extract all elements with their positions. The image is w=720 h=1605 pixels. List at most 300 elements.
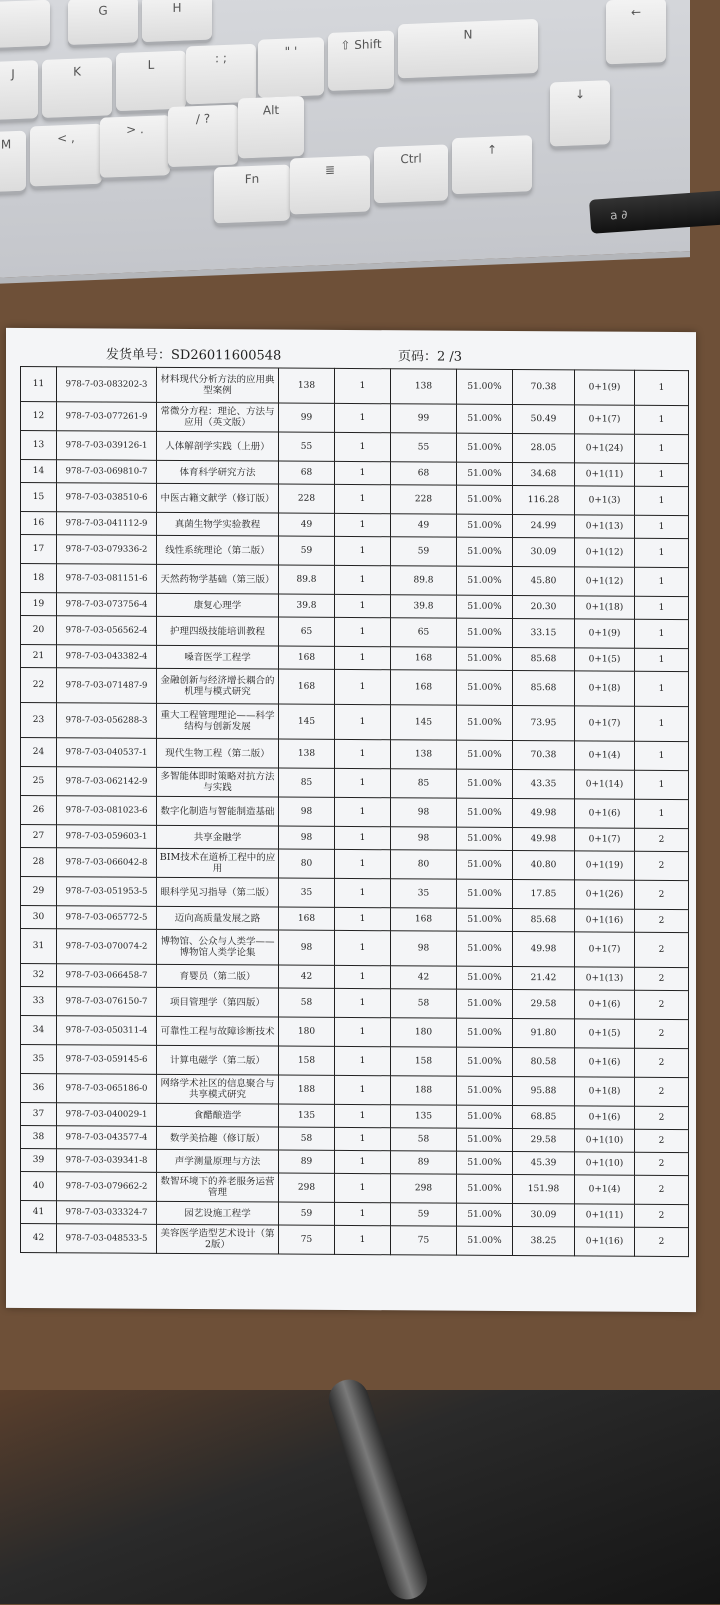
cell-isbn: 978-7-03-076150-7 (57, 987, 157, 1017)
cell-title: 共享金融学 (157, 825, 279, 849)
cell-amount: 39.8 (391, 595, 457, 618)
cell-discount: 51.00% (457, 369, 513, 404)
cell-net: 29.58 (513, 1128, 575, 1151)
cell-qty: 1 (335, 849, 391, 878)
cell-qty: 1 (335, 965, 391, 988)
cell-title: 食醋酿造学 (157, 1103, 279, 1127)
cell-discount: 51.00% (457, 850, 513, 879)
cell-title: 人体解剖学实践（上册） (157, 431, 279, 461)
cell-title: BIM技术在道桥工程中的应用 (157, 848, 279, 878)
cell-code: 0+1(14) (575, 770, 635, 799)
order-number-line (106, 344, 281, 364)
keyboard-key: Fn (214, 164, 290, 223)
cell-amount: 68 (391, 462, 457, 485)
table-row (21, 766, 689, 799)
cell-discount: 51.00% (457, 1047, 513, 1076)
cell-price: 168 (279, 669, 335, 704)
cell-net: 30.09 (513, 537, 575, 566)
cell-amount: 58 (391, 989, 457, 1018)
cell-title: 迈向高质量发展之路 (157, 906, 279, 930)
cell-no: 21 (21, 644, 57, 667)
cell-amount: 98 (391, 931, 457, 966)
cell-qty: 1 (335, 1017, 391, 1046)
cell-qty: 1 (335, 1127, 391, 1150)
cell-discount: 51.00% (457, 1076, 513, 1105)
cell-box: 1 (635, 596, 689, 619)
cell-title: 重大工程管理理论——科学结构与创新发展 (157, 703, 279, 739)
cell-code: 0+1(7) (575, 932, 635, 967)
cell-price: 85 (279, 768, 335, 797)
cell-amount: 168 (391, 670, 457, 705)
cell-no: 27 (21, 824, 57, 847)
cell-amount: 158 (391, 1047, 457, 1076)
cell-no: 16 (21, 511, 57, 534)
cell-title: 数学美拾趣（修订版） (157, 1126, 279, 1150)
cell-isbn: 978-7-03-077261-9 (57, 402, 157, 432)
cell-amount: 138 (391, 740, 457, 769)
shipping-document (6, 328, 696, 1312)
cell-code: 0+1(3) (575, 486, 635, 515)
table-row (21, 847, 689, 880)
cell-net: 85.68 (513, 908, 575, 931)
cell-net: 80.58 (513, 1047, 575, 1076)
cell-price: 35 (279, 878, 335, 907)
cell-net: 21.42 (513, 966, 575, 989)
cell-qty: 1 (335, 617, 391, 646)
cell-price: 135 (279, 1104, 335, 1127)
cell-net: 50.49 (513, 404, 575, 433)
keyboard (0, 0, 690, 284)
table-row (21, 1073, 689, 1106)
cell-code: 0+1(7) (575, 706, 635, 741)
page-label: 页码： (398, 349, 438, 365)
cell-net: 24.99 (513, 514, 575, 537)
cell-price: 138 (279, 368, 335, 403)
cell-discount: 51.00% (457, 537, 513, 566)
cell-code: 0+1(8) (575, 671, 635, 706)
cell-price: 55 (279, 432, 335, 461)
cell-price: 59 (279, 1202, 335, 1225)
cell-no: 11 (21, 366, 57, 401)
cell-no: 15 (21, 482, 57, 511)
cell-amount: 85 (391, 769, 457, 798)
cell-discount: 51.00% (457, 740, 513, 769)
table-row (21, 928, 689, 967)
cell-isbn: 978-7-03-083202-3 (57, 367, 157, 403)
cell-code: 0+1(6) (575, 990, 635, 1019)
cell-box: 2 (635, 990, 689, 1019)
cell-amount: 59 (391, 537, 457, 566)
cell-price: 49 (279, 513, 335, 536)
cell-qty: 1 (335, 826, 391, 849)
cell-box: 2 (635, 851, 689, 880)
cell-price: 58 (279, 988, 335, 1017)
table-row (21, 482, 689, 515)
cell-price: 180 (279, 1017, 335, 1046)
cell-net: 30.09 (513, 1203, 575, 1226)
cell-qty: 1 (335, 1104, 391, 1127)
keyboard-key: Alt (238, 96, 304, 159)
cell-qty: 1 (335, 1225, 391, 1254)
cell-title: 数字化制造与智能制造基础 (157, 796, 279, 826)
cell-box: 1 (635, 515, 689, 538)
cell-no: 29 (21, 876, 57, 905)
cell-isbn: 978-7-03-071487-9 (57, 668, 157, 704)
cell-title: 美容医学造型艺术设计（第2版） (157, 1224, 279, 1254)
cell-net: 38.25 (513, 1226, 575, 1255)
cell-qty: 1 (335, 1150, 391, 1173)
cell-title: 中医古籍文献学（修订版） (157, 483, 279, 513)
cell-box: 1 (635, 486, 689, 515)
cell-no: 26 (21, 795, 57, 824)
page-value: 2 /3 (437, 349, 463, 365)
cell-code: 0+1(7) (575, 405, 635, 434)
cell-no: 42 (21, 1223, 57, 1252)
cell-no: 13 (21, 430, 57, 459)
keyboard-key: : ; (186, 44, 256, 105)
order-number: SD26011600548 (171, 347, 282, 364)
cell-no: 31 (21, 928, 57, 963)
cell-code: 0+1(24) (575, 434, 635, 463)
cell-no: 20 (21, 615, 57, 644)
cell-price: 298 (279, 1173, 335, 1202)
cell-qty: 1 (335, 513, 391, 536)
cell-code: 0+1(10) (575, 1129, 635, 1152)
cell-isbn: 978-7-03-051953-5 (57, 877, 157, 907)
cell-code: 0+1(19) (575, 851, 635, 880)
cell-net: 70.38 (513, 369, 575, 404)
cell-no: 17 (21, 534, 57, 563)
cell-isbn: 978-7-03-033324-7 (57, 1201, 157, 1225)
cell-discount: 51.00% (457, 931, 513, 966)
cell-price: 228 (279, 484, 335, 513)
pen-label: a ∂ (609, 207, 628, 223)
cell-net: 28.05 (513, 433, 575, 462)
cell-box: 1 (635, 619, 689, 648)
table-row (21, 986, 689, 1019)
cell-isbn: 978-7-03-056288-3 (57, 703, 157, 739)
cell-net: 151.98 (513, 1174, 575, 1203)
cell-title: 现代生物工程（第二版） (157, 738, 279, 768)
cell-discount: 51.00% (457, 827, 513, 850)
cell-box: 1 (635, 671, 689, 706)
cell-qty: 1 (335, 484, 391, 513)
cell-amount: 58 (391, 1128, 457, 1151)
cell-no: 36 (21, 1073, 57, 1102)
cell-net: 45.39 (513, 1151, 575, 1174)
cell-price: 42 (279, 965, 335, 988)
cell-title: 多智能体即时策略对抗方法与实践 (157, 767, 279, 797)
cell-amount: 80 (391, 850, 457, 879)
cell-net: 49.98 (513, 798, 575, 827)
cell-amount: 89 (391, 1151, 457, 1174)
cell-isbn: 978-7-03-079336-2 (57, 535, 157, 565)
cell-code: 0+1(4) (575, 1175, 635, 1204)
keyboard-key: " ' (258, 37, 324, 98)
cell-code: 0+1(8) (575, 1077, 635, 1106)
cell-amount: 98 (391, 827, 457, 850)
cell-no: 39 (21, 1148, 57, 1171)
cell-net: 20.30 (513, 595, 575, 618)
cell-box: 2 (635, 1106, 689, 1129)
cell-no: 23 (21, 702, 57, 737)
keyboard-key: > . (100, 115, 170, 178)
cell-title: 数智环境下的养老服务运营管理 (157, 1172, 279, 1202)
cell-no: 33 (21, 986, 57, 1015)
cell-no: 34 (21, 1015, 57, 1044)
cell-amount: 180 (391, 1018, 457, 1047)
cell-box: 1 (635, 770, 689, 799)
keyboard-key: K (42, 57, 112, 118)
cell-isbn: 978-7-03-066458-7 (57, 964, 157, 988)
cell-code: 0+1(5) (575, 648, 635, 671)
keyboard-key: L (116, 50, 186, 111)
cell-box: 2 (635, 828, 689, 851)
cell-isbn: 978-7-03-039126-1 (57, 431, 157, 461)
cell-discount: 51.00% (457, 514, 513, 537)
cell-no: 41 (21, 1200, 57, 1223)
table-row (21, 737, 689, 770)
cell-no: 22 (21, 667, 57, 702)
cell-code: 0+1(7) (575, 828, 635, 851)
cell-box: 2 (635, 1204, 689, 1227)
cell-box: 2 (635, 1048, 689, 1077)
book-table (20, 366, 689, 1257)
cell-qty: 1 (335, 988, 391, 1017)
cell-net: 43.35 (513, 769, 575, 798)
cell-amount: 168 (391, 908, 457, 931)
cell-qty: 1 (335, 797, 391, 826)
cell-net: 91.80 (513, 1018, 575, 1047)
cell-title: 网络学术社区的信息聚合与共享模式研究 (157, 1074, 279, 1104)
keyboard-key: G (68, 0, 138, 45)
table-row (21, 795, 689, 828)
cell-code: 0+1(4) (575, 741, 635, 770)
table-row (21, 1171, 689, 1204)
cell-isbn: 978-7-03-079662-2 (57, 1172, 157, 1202)
cell-box: 1 (635, 434, 689, 463)
cell-amount: 168 (391, 647, 457, 670)
cell-code: 0+1(9) (575, 619, 635, 648)
cell-code: 0+1(16) (575, 1227, 635, 1256)
cell-qty: 1 (335, 432, 391, 461)
cell-isbn: 978-7-03-081023-6 (57, 796, 157, 826)
cell-amount: 35 (391, 879, 457, 908)
cell-discount: 51.00% (457, 462, 513, 485)
cell-discount: 51.00% (457, 705, 513, 740)
cell-discount: 51.00% (457, 1174, 513, 1203)
cell-isbn: 978-7-03-069810-7 (57, 460, 157, 484)
cell-no: 25 (21, 766, 57, 795)
keyboard-key: Ctrl (374, 144, 448, 203)
cell-qty: 1 (335, 768, 391, 797)
cell-discount: 51.00% (457, 566, 513, 595)
cell-box: 2 (635, 967, 689, 990)
cell-isbn: 978-7-03-070074-2 (57, 929, 157, 965)
cell-qty: 1 (335, 536, 391, 565)
keyboard-key: ⇧ Shift (328, 30, 394, 91)
page-number-line (398, 345, 462, 364)
cell-price: 99 (279, 403, 335, 432)
cell-code: 0+1(5) (575, 1019, 635, 1048)
cell-qty: 1 (335, 565, 391, 594)
cell-price: 59 (279, 536, 335, 565)
cell-code: 0+1(10) (575, 1152, 635, 1175)
cell-discount: 51.00% (457, 670, 513, 705)
cell-amount: 42 (391, 966, 457, 989)
cell-qty: 1 (335, 878, 391, 907)
keyboard-key: < , (30, 124, 102, 187)
table-row (21, 1223, 689, 1256)
cell-amount: 49 (391, 514, 457, 537)
cell-code: 0+1(11) (575, 1204, 635, 1227)
cell-price: 80 (279, 849, 335, 878)
cell-box: 1 (635, 370, 689, 405)
keyboard-key: / ? (168, 104, 238, 167)
keyboard-key (0, 0, 50, 48)
cell-box: 1 (635, 648, 689, 671)
cell-isbn: 978-7-03-065772-5 (57, 906, 157, 930)
cell-box: 2 (635, 880, 689, 909)
cell-title: 线性系统理论（第二版） (157, 535, 279, 565)
cell-title: 材料现代分析方法的应用典型案例 (157, 367, 279, 403)
cell-price: 188 (279, 1075, 335, 1104)
cell-discount: 51.00% (457, 1151, 513, 1174)
cell-isbn: 978-7-03-040537-1 (57, 738, 157, 768)
cell-isbn: 978-7-03-065186-0 (57, 1074, 157, 1104)
cell-box: 1 (635, 741, 689, 770)
cell-isbn: 978-7-03-039341-8 (57, 1149, 157, 1173)
cell-discount: 51.00% (457, 618, 513, 647)
cell-qty: 1 (335, 669, 391, 704)
cell-amount: 65 (391, 618, 457, 647)
cell-code: 0+1(12) (575, 567, 635, 596)
cell-isbn: 978-7-03-041112-9 (57, 512, 157, 536)
cell-discount: 51.00% (457, 879, 513, 908)
cell-no: 35 (21, 1044, 57, 1073)
cell-discount: 51.00% (457, 595, 513, 618)
cell-title: 嗓音医学工程学 (157, 645, 279, 669)
keyboard-key: ↓ (550, 80, 610, 146)
cell-code: 0+1(26) (575, 880, 635, 909)
cell-no: 14 (21, 459, 57, 482)
cell-discount: 51.00% (457, 966, 513, 989)
cell-discount: 51.00% (457, 485, 513, 514)
cell-amount: 98 (391, 798, 457, 827)
keyboard-key: H (142, 0, 212, 42)
cell-qty: 1 (335, 1202, 391, 1225)
table-row (21, 702, 689, 741)
cell-discount: 51.00% (457, 433, 513, 462)
cell-price: 168 (279, 646, 335, 669)
table-row (21, 1015, 689, 1048)
keyboard-key: ≣ (290, 155, 370, 214)
cell-box: 2 (635, 1227, 689, 1256)
cell-net: 49.98 (513, 827, 575, 850)
cell-code: 0+1(11) (575, 463, 635, 486)
cell-isbn: 978-7-03-043382-4 (57, 645, 157, 669)
cell-title: 博物馆、公众与人类学——博物馆人类学论集 (157, 929, 279, 965)
cell-code: 0+1(9) (575, 370, 635, 405)
cell-amount: 188 (391, 1076, 457, 1105)
cell-amount: 59 (391, 1203, 457, 1226)
cell-code: 0+1(18) (575, 596, 635, 619)
cell-no: 30 (21, 905, 57, 928)
cell-amount: 228 (391, 485, 457, 514)
cell-code: 0+1(6) (575, 1048, 635, 1077)
cell-discount: 51.00% (457, 1226, 513, 1255)
cell-price: 98 (279, 930, 335, 965)
cell-amount: 138 (391, 369, 457, 404)
cell-no: 37 (21, 1102, 57, 1125)
cell-net: 33.15 (513, 618, 575, 647)
cell-isbn: 978-7-03-062142-9 (57, 767, 157, 797)
cell-net: 45.80 (513, 566, 575, 595)
cell-box: 1 (635, 405, 689, 434)
cell-title: 金融创新与经济增长耦合的机理与模式研究 (157, 668, 279, 704)
cell-qty: 1 (335, 1046, 391, 1075)
cell-title: 计算电磁学（第二版） (157, 1045, 279, 1075)
cell-price: 58 (279, 1127, 335, 1150)
order-label: 发货单号： (106, 347, 172, 363)
cell-box: 1 (635, 567, 689, 596)
cell-box: 1 (635, 538, 689, 567)
table-row (21, 534, 689, 567)
cell-isbn: 978-7-03-050311-4 (57, 1016, 157, 1046)
cell-no: 12 (21, 401, 57, 430)
cell-net: 95.88 (513, 1076, 575, 1105)
cell-price: 39.8 (279, 594, 335, 617)
cell-no: 32 (21, 963, 57, 986)
table-row (21, 366, 689, 405)
cell-net: 29.58 (513, 989, 575, 1018)
cell-discount: 51.00% (457, 1128, 513, 1151)
cell-no: 18 (21, 563, 57, 592)
table-row (21, 430, 689, 463)
cell-box: 1 (635, 706, 689, 741)
cell-discount: 51.00% (457, 647, 513, 670)
cell-code: 0+1(6) (575, 799, 635, 828)
cell-net: 73.95 (513, 705, 575, 740)
cell-code: 0+1(16) (575, 909, 635, 932)
keyboard-key: J (0, 60, 38, 120)
cell-net: 49.98 (513, 931, 575, 966)
cell-isbn: 978-7-03-040029-1 (57, 1103, 157, 1127)
cell-discount: 51.00% (457, 989, 513, 1018)
cell-qty: 1 (335, 403, 391, 432)
cell-box: 2 (635, 1019, 689, 1048)
cell-box: 1 (635, 799, 689, 828)
cell-discount: 51.00% (457, 798, 513, 827)
cell-amount: 145 (391, 705, 457, 740)
cell-qty: 1 (335, 704, 391, 739)
cell-price: 98 (279, 797, 335, 826)
cell-no: 24 (21, 737, 57, 766)
cell-code: 0+1(6) (575, 1106, 635, 1129)
cell-price: 75 (279, 1225, 335, 1254)
cell-discount: 51.00% (457, 908, 513, 931)
cell-discount: 51.00% (457, 769, 513, 798)
cell-title: 声学测量原理与方法 (157, 1149, 279, 1173)
cell-isbn: 978-7-03-056562-4 (57, 616, 157, 646)
cell-box: 2 (635, 1077, 689, 1106)
document-header (6, 343, 696, 369)
cell-no: 28 (21, 847, 57, 876)
cell-qty: 1 (335, 1173, 391, 1202)
cell-amount: 135 (391, 1105, 457, 1128)
cell-title: 育婴员（第二版） (157, 964, 279, 988)
keyboard-key: N (398, 19, 538, 78)
